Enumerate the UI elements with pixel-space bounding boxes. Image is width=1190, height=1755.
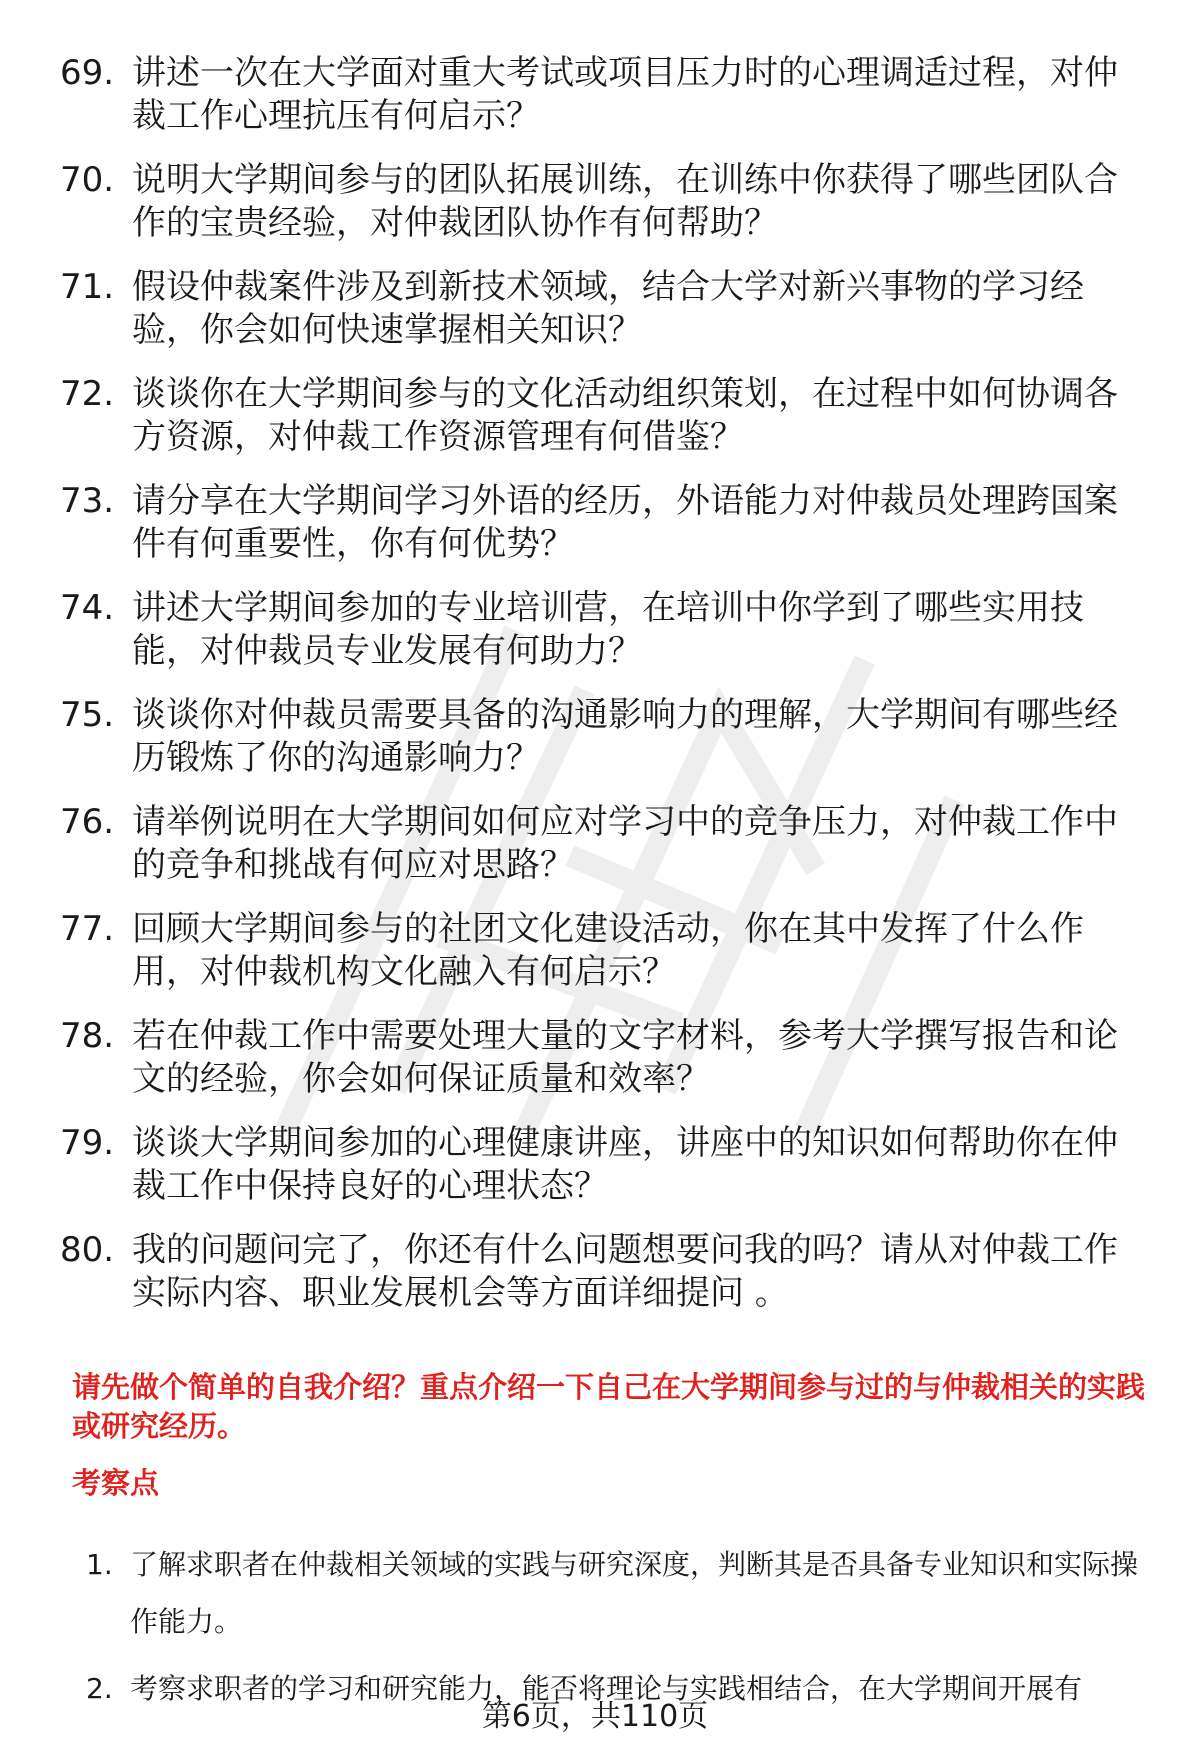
list-item	[60, 373, 1150, 459]
question-number: 74.	[60, 588, 115, 628]
question-text: 请举例说明在大学期间如何应对学习中的竞争压力，对仲裁工作中的竞争和挑战有何应对思路？	[132, 802, 1118, 885]
list-item	[60, 1122, 1150, 1208]
question-text: 讲述大学期间参加的专业培训营，在培训中你学到了哪些实用技能，对仲裁员专业发展有何助力？	[132, 588, 1084, 671]
question-number: 75.	[60, 695, 115, 735]
question-number: 73.	[60, 481, 115, 521]
question-text: 回顾大学期间参与的社团文化建设活动，你在其中发挥了什么作用，对仲裁机构文化融入有何启示？	[132, 909, 1084, 992]
question-text: 讲述一次在大学面对重大考试或项目压力时的心理调适过程，对仲裁工作心理抗压有何启示？	[132, 53, 1118, 136]
list-item	[60, 52, 1150, 138]
question-text: 谈谈你对仲裁员需要具备的沟通影响力的理解，大学期间有哪些经历锻炼了你的沟通影响力？	[132, 695, 1118, 778]
list-item	[60, 801, 1150, 887]
list-item	[60, 159, 1150, 245]
question-number: 76.	[60, 802, 115, 842]
question-text: 若在仲裁工作中需要处理大量的文字材料，参考大学撰写报告和论文的经验，你会如何保证质量和效率？	[132, 1016, 1118, 1099]
question-number: 77.	[60, 909, 115, 949]
question-number: 80.	[60, 1230, 115, 1270]
point-number: 1.	[86, 1548, 113, 1581]
list-item	[60, 480, 1150, 566]
question-number: 70.	[60, 160, 115, 200]
list-item	[86, 1536, 1161, 1650]
section-heading: 考察点	[72, 1466, 160, 1500]
page-footer: 第6页，共110页	[481, 1699, 709, 1734]
list-item	[60, 1015, 1150, 1101]
question-number: 71.	[60, 267, 115, 307]
point-text: 了解求职者在仲裁相关领域的实践与研究深度，判断其是否具备专业知识和实际操作能力。	[130, 1548, 1139, 1638]
question-text: 我的问题问完了，你还有什么问题想要问我的吗？请从对仲裁工作实际内容、职业发展机会等方面详细提问 。	[132, 1230, 1118, 1313]
question-text: 请分享在大学期间学习外语的经历，外语能力对仲裁员处理跨国案件有何重要性，你有何优势？	[132, 481, 1118, 564]
question-text: 谈谈大学期间参加的心理健康讲座，讲座中的知识如何帮助你在仲裁工作中保持良好的心理状态？	[132, 1123, 1118, 1206]
list-item	[60, 266, 1150, 352]
question-number: 72.	[60, 374, 115, 414]
list-item	[60, 1229, 1150, 1315]
list-item	[60, 587, 1150, 673]
point-text: 考察求职者的学习和研究能力，能否将理论与实践相结合，在大学期间开展有	[130, 1672, 1083, 1705]
question-number: 78.	[60, 1016, 115, 1056]
question-number: 79.	[60, 1123, 115, 1163]
list-item	[60, 694, 1150, 780]
question-text: 谈谈你在大学期间参与的文化活动组织策划，在过程中如何协调各方资源，对仲裁工作资源管理有何借鉴？	[132, 374, 1118, 457]
point-number: 2.	[86, 1672, 113, 1705]
list-item	[60, 908, 1150, 994]
question-number: 69.	[60, 53, 115, 93]
question-text: 说明大学期间参与的团队拓展训练，在训练中你获得了哪些团队合作的宝贵经验，对仲裁团队协作有何帮助？	[132, 160, 1118, 243]
question-text: 假设仲裁案件涉及到新技术领域，结合大学对新兴事物的学习经验，你会如何快速掌握相关知识？	[132, 267, 1084, 350]
highlight-question: 请先做个简单的自我介绍？重点介绍一下自己在大学期间参与过的与仲裁相关的实践或研究经历。	[72, 1370, 1146, 1443]
question-list	[60, 52, 1150, 1336]
